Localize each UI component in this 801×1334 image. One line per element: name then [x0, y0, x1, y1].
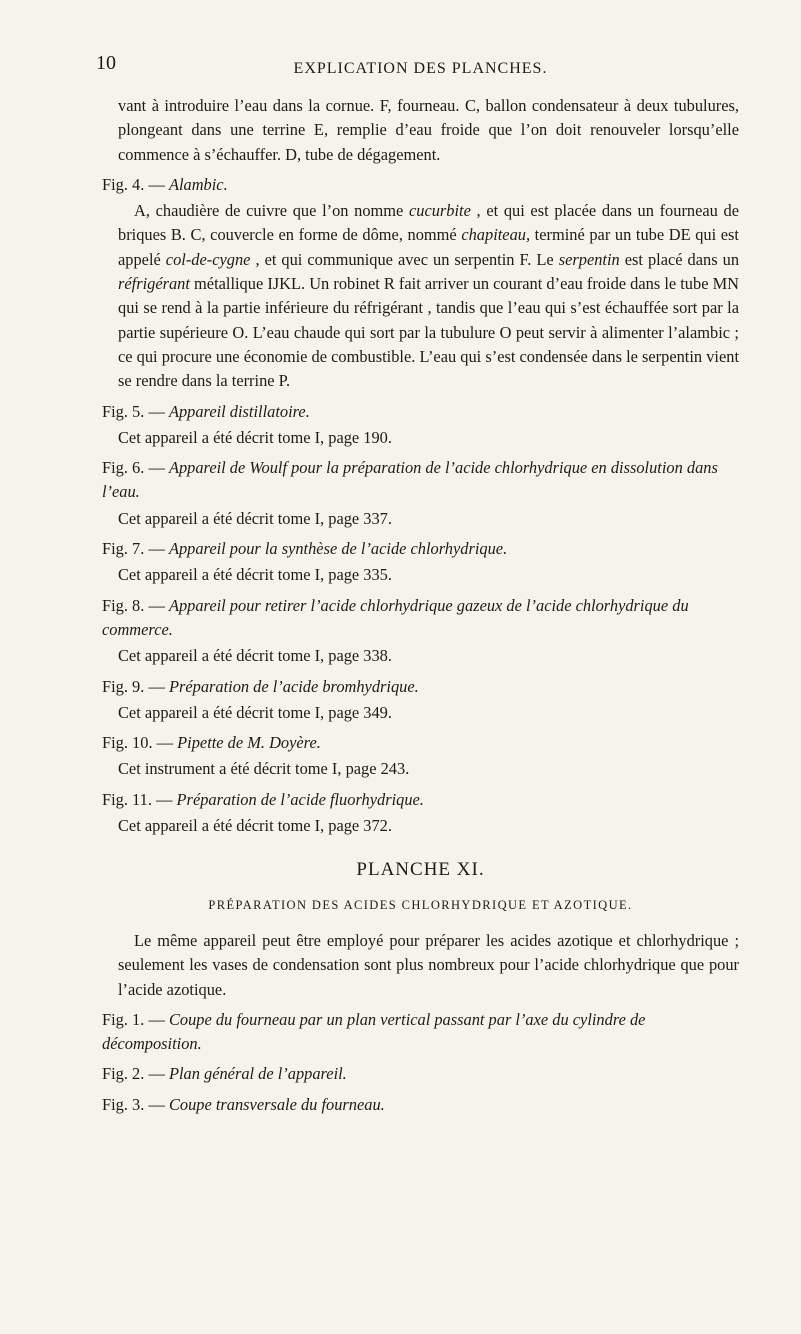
- text-run: , et qui communique avec un serpentin F. Le: [250, 249, 559, 269]
- plate-figure-2: [102, 1062, 739, 1086]
- figure-label: Fig. 3. —: [102, 1094, 165, 1114]
- figure-label: Fig. 10. —: [102, 733, 174, 753]
- figure-4-description: [102, 199, 739, 393]
- figure-description: Cet appareil a été décrit tome I, page 190.: [118, 427, 392, 447]
- figure-description: Cet appareil a été décrit tome I, page 338.: [118, 646, 392, 666]
- figure-heading: [102, 675, 739, 699]
- figure-11: [102, 788, 739, 839]
- figure-title: Préparation de l’acide bromhydrique.: [168, 676, 419, 696]
- plate-subtitle: PRÉPARATION DES ACIDES CHLORHYDRIQUE ET AZOTIQUE.: [208, 897, 633, 912]
- figure-description: Cet appareil a été décrit tome I, page 372.: [118, 816, 392, 836]
- text-run: métallique IJKL. Un robinet R fait arriver un courant d’eau froide dans le tube MN qui se rend à la partie inférieure du réfrigérant , tandis que l’eau qui s’est échauffée sort par la partie supérieure O. L’eau chaude qui sort par la tubulure O peut servir à alimenter l’alambic ; ce qui procure une économie de combustible. L’eau qui s’est condensée dans le serpentin vient se rendre dans la terrine P.: [118, 274, 739, 391]
- plate-figure-3: [102, 1093, 739, 1117]
- figure-label: Fig. 5. —: [102, 401, 165, 421]
- plate-figure-1: [102, 1008, 739, 1057]
- italic-term: col-de-cygne: [165, 249, 251, 269]
- figure-label: Fig. 7. —: [102, 539, 165, 559]
- figure-description: Cet appareil a été décrit tome I, page 337.: [118, 508, 392, 528]
- figure-heading: [102, 731, 739, 755]
- figure-title: Appareil de Woulf pour la préparation de l’acide chlorhydrique en dissolution dans l’eau.: [102, 458, 718, 502]
- figure-9: [102, 675, 739, 726]
- text-run: A, chaudière de cuivre que l’on nomme: [134, 201, 409, 221]
- figure-title: Appareil distillatoire.: [168, 401, 310, 421]
- running-title: EXPLICATION DES PLANCHES.: [293, 60, 548, 77]
- figure-title: Appareil pour la synthèse de l’acide chlorhydrique.: [168, 539, 508, 559]
- figure-5: [102, 400, 739, 451]
- figure-description: Cet appareil a été décrit tome I, page 335.: [118, 565, 392, 585]
- figure-title: Plan général de l’appareil.: [168, 1064, 347, 1084]
- figure-heading: [102, 788, 739, 812]
- figure-title: Pipette de M. Doyère.: [177, 733, 321, 753]
- figure-label: Fig. 8. —: [102, 595, 165, 615]
- page-body: [102, 94, 739, 1119]
- text-run: , et qui est placée dans un fourneau de briques B. C, couvercle en forme de dôme, nommé: [118, 201, 739, 245]
- figure-description: Cet appareil a été décrit tome I, page 349.: [118, 702, 392, 722]
- italic-term: cucurbite: [408, 201, 471, 221]
- italic-term: chapiteau,: [461, 225, 531, 245]
- plate-intro: Le même appareil peut être employé pour préparer les acides azotique et chlorhydrique ; seulement les vases de condensation sont plus nombreux pour l’acide chlorhydrique que pour l’acide azotique.: [118, 930, 739, 999]
- figure-label: Fig. 2. —: [102, 1064, 165, 1084]
- figure-label: Fig. 11. —: [102, 789, 173, 809]
- figure-heading: [102, 456, 739, 505]
- figure-title: Appareil pour retirer l’acide chlorhydrique gazeux de l’acide chlorhydrique du commerce.: [102, 595, 689, 639]
- figure-label: Fig. 9. —: [102, 676, 165, 696]
- figure-6: [102, 456, 739, 531]
- figure-heading: [102, 594, 739, 643]
- figure-label: Fig. 1. —: [102, 1009, 165, 1029]
- italic-term: serpentin: [558, 249, 620, 269]
- figure-heading: [102, 400, 739, 424]
- figure-description: Cet instrument a été décrit tome I, page 243.: [118, 759, 410, 779]
- page-number: 10: [96, 52, 116, 74]
- continuation-paragraph: vant à introduire l’eau dans la cornue. F, fourneau. C, ballon condensateur à deux tubulures, plongeant dans une terrine E, remplie d’eau froide que l’on doit renouveler lorsqu’elle commence à s’échauffer. D, tube de dégagement.: [118, 96, 739, 164]
- figure-title: Alambic.: [168, 174, 228, 194]
- figure-7: [102, 537, 739, 588]
- figure-title: Coupe transversale du fourneau.: [168, 1094, 385, 1114]
- figure-8: [102, 594, 739, 669]
- figure-10: [102, 731, 739, 782]
- text-run: terminé par un tube DE qui est appelé: [118, 225, 739, 269]
- text-run: est placé dans un: [619, 249, 740, 269]
- figure-label: Fig. 6. —: [102, 458, 165, 478]
- figure-4-heading: [102, 173, 739, 197]
- plate-title: PLANCHE XI.: [356, 859, 485, 881]
- figure-title: Coupe du fourneau par un plan vertical passant par l’axe du cylindre de décomposition.: [102, 1009, 646, 1054]
- figure-heading: [102, 537, 739, 561]
- figure-label: Fig. 4. —: [102, 174, 165, 194]
- figure-title: Préparation de l’acide fluorhydrique.: [176, 789, 424, 809]
- italic-term: réfrigérant: [118, 274, 190, 294]
